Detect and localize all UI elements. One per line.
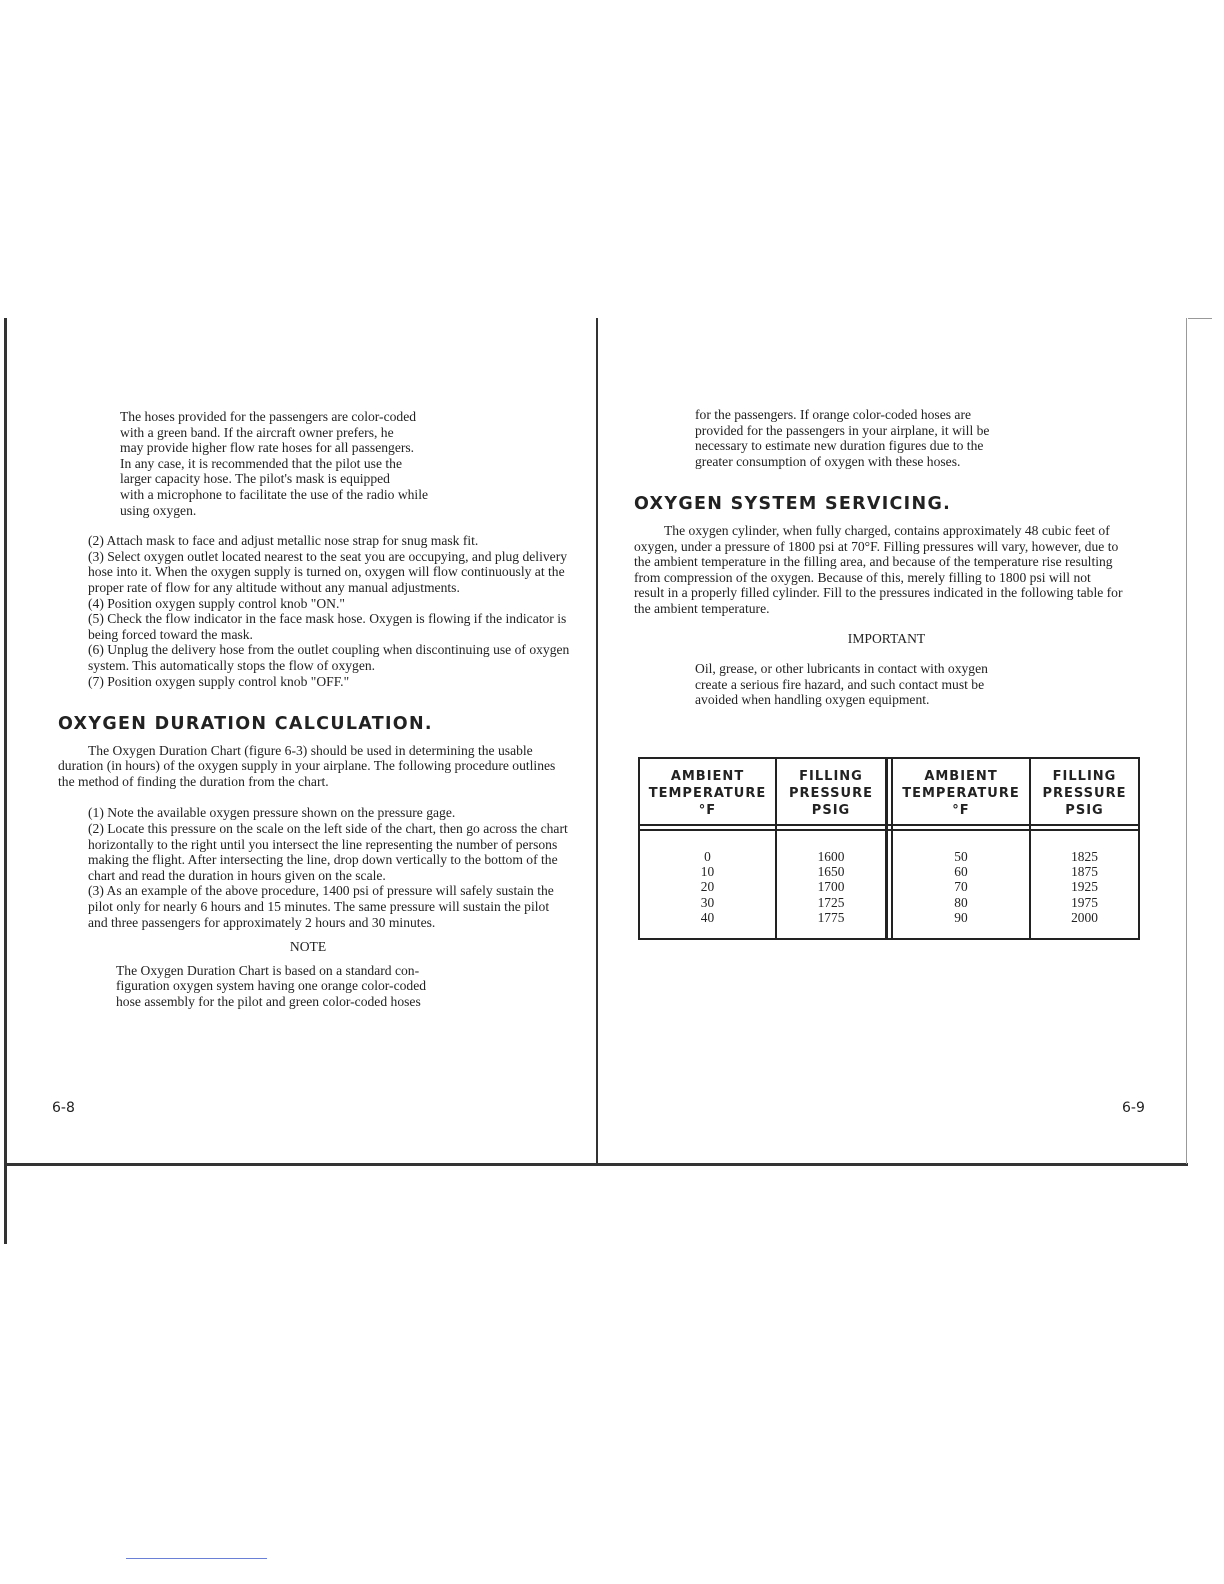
table-cell: 1650 (817, 864, 845, 880)
right-page (634, 407, 1139, 708)
table-cell: 50 (954, 849, 968, 864)
table-cell: 1875 (1071, 864, 1098, 880)
step-2: (2) Attach mask to face and adjust metallic nose strap for snug mask fit. (88, 533, 479, 549)
table-cell: 60 (954, 864, 968, 880)
duration-heading: OXYGEN DURATION CALCULATION. (58, 714, 433, 735)
text-line: The hoses provided for the passengers are color-coded (120, 409, 417, 424)
table-cell: 1700 (817, 879, 845, 895)
table-divider (885, 759, 888, 938)
text-line: using oxygen. (120, 502, 197, 518)
procedure-steps (58, 533, 573, 689)
table-cell: 80 (954, 894, 968, 910)
step-4: (4) Position oxygen supply control knob "ON." (88, 595, 345, 611)
text-line: figuration oxygen system having one orange color-coded (116, 978, 427, 994)
header-ambient-temperature: AMBIENT TEMPERATURE °F (648, 769, 767, 818)
table-divider (640, 829, 1138, 831)
table-cell: 70 (954, 879, 968, 895)
temperature-column (640, 849, 775, 925)
continued-text (634, 407, 1139, 469)
hose-intro (58, 409, 578, 518)
step-3: (3) Select oxygen outlet located nearest to the seat you are occupying, and plug delivery hose into it. When the oxygen supply is turned on, oxygen will flow continuously at the proper rate of flow for any altitude without any manual adjustments. (88, 548, 568, 595)
text-line: greater consumption of oxygen with these hoses. (695, 453, 961, 469)
table-cell: 1825 (1071, 849, 1098, 864)
text-line: for the passengers. If orange color-coded hoses are (695, 407, 972, 422)
text-line: avoided when handling oxygen equipment. (695, 692, 930, 708)
table-cell: 90 (954, 909, 968, 925)
table-divider (640, 824, 1138, 826)
text-line: larger capacity hose. The pilot's mask is equipped (120, 471, 390, 487)
table-cell: 10 (700, 864, 715, 880)
table-cell: 1600 (817, 849, 845, 864)
table-cell: 1925 (1071, 879, 1098, 895)
table-cell: 30 (700, 894, 715, 910)
left-edge-rule (4, 318, 7, 1244)
header-filling-pressure: FILLING PRESSURE PSIG (1042, 769, 1127, 818)
filling-pressure-table (638, 757, 1140, 940)
center-fold-rule (596, 318, 598, 1164)
important-label: IMPORTANT (847, 630, 926, 646)
text-line: In any case, it is recommended that the pilot use the (120, 455, 402, 471)
note-label: NOTE (289, 939, 327, 955)
important-body (634, 661, 1139, 708)
text-line: hose assembly for the pilot and green color-coded hoses (116, 994, 421, 1009)
left-page (58, 409, 578, 1010)
duration-step-2: (2) Locate this pressure on the scale on the left side of the chart, then go across the chart horizontally to the right until you intersect the line representing the number of persons making the flight. After intersecting the line, drop down vertically to the bottom of the chart and read the duration in hours given on the scale. (88, 821, 568, 883)
right-edge-rule (1186, 318, 1187, 1164)
duration-step-1: (1) Note the available oxygen pressure shown on the pressure gage. (88, 805, 456, 821)
duration-steps (58, 805, 568, 930)
page-number-left: 6-8 (52, 1100, 75, 1116)
text-line: with a green band. If the aircraft owner prefers, he (120, 424, 394, 440)
step-6: (6) Unplug the delivery hose from the outlet coupling when discontinuing use of oxygen system. This automatically stops the flow of oxygen. (88, 642, 570, 673)
text-line: create a serious fire hazard, and such contact must be (695, 676, 985, 692)
pressure-column (1031, 849, 1138, 925)
table-cell: 0 (704, 849, 711, 864)
temperature-column (893, 849, 1029, 925)
note-body (58, 963, 578, 1010)
text-line: Oil, grease, or other lubricants in contact with oxygen (695, 661, 988, 677)
servicing-paragraph: The oxygen cylinder, when fully charged, contains approximately 48 cubic feet of oxygen, under a pressure of 1800 psi at 70°F. Filling pressures will vary, however, due to the ambient temperature in the filling area, and because of the temperature rise resulting from compression of the oxygen. Because of this, merely filling to 1800 psi will not result in a properly filled cylinder. Fill to the pressures indicated in the following table for the ambient temperature. (634, 522, 1123, 616)
duration-intro: The Oxygen Duration Chart (figure 6-3) should be used in determining the usable duration (in hours) of the oxygen supply in your airplane. The following procedure outlines the method of finding the duration from the chart. (58, 742, 556, 789)
text-line: may provide higher flow rate hoses for all passengers. (120, 440, 415, 456)
table-cell: 1975 (1071, 894, 1098, 910)
page-number-right: 6-9 (1122, 1100, 1145, 1116)
text-line: necessary to estimate new duration figures due to the (695, 438, 984, 454)
table-cell: 20 (700, 879, 715, 895)
text-line: The Oxygen Duration Chart is based on a standard con- (116, 962, 420, 978)
bottom-underline (126, 1558, 267, 1559)
duration-step-3: (3) As an example of the above procedure, 1400 psi of pressure will safely sustain the pilot only for nearly 6 hours and 15 minutes. The same pressure will sustain the pilot and three passengers for approximately 2 hours and 30 minutes. (88, 883, 554, 930)
text-line: provided for the passengers in your airplane, it will be (695, 422, 990, 438)
table-cell: 1725 (817, 894, 845, 910)
table-cell: 40 (700, 909, 715, 925)
text-line: with a microphone to facilitate the use of the radio while (120, 486, 429, 502)
pressure-column (777, 849, 885, 925)
table-cell: 2000 (1071, 909, 1098, 925)
table-cell: 1775 (817, 909, 845, 925)
header-ambient-temperature: AMBIENT TEMPERATURE °F (902, 769, 1020, 818)
top-right-tick (1188, 318, 1212, 319)
header-filling-pressure: FILLING PRESSURE PSIG (788, 769, 873, 818)
step-5: (5) Check the flow indicator in the face mask hose. Oxygen is flowing if the indicator is being forced toward the mask. (88, 611, 567, 642)
step-7: (7) Position oxygen supply control knob "OFF." (88, 673, 350, 689)
servicing-heading: OXYGEN SYSTEM SERVICING. (634, 494, 952, 515)
